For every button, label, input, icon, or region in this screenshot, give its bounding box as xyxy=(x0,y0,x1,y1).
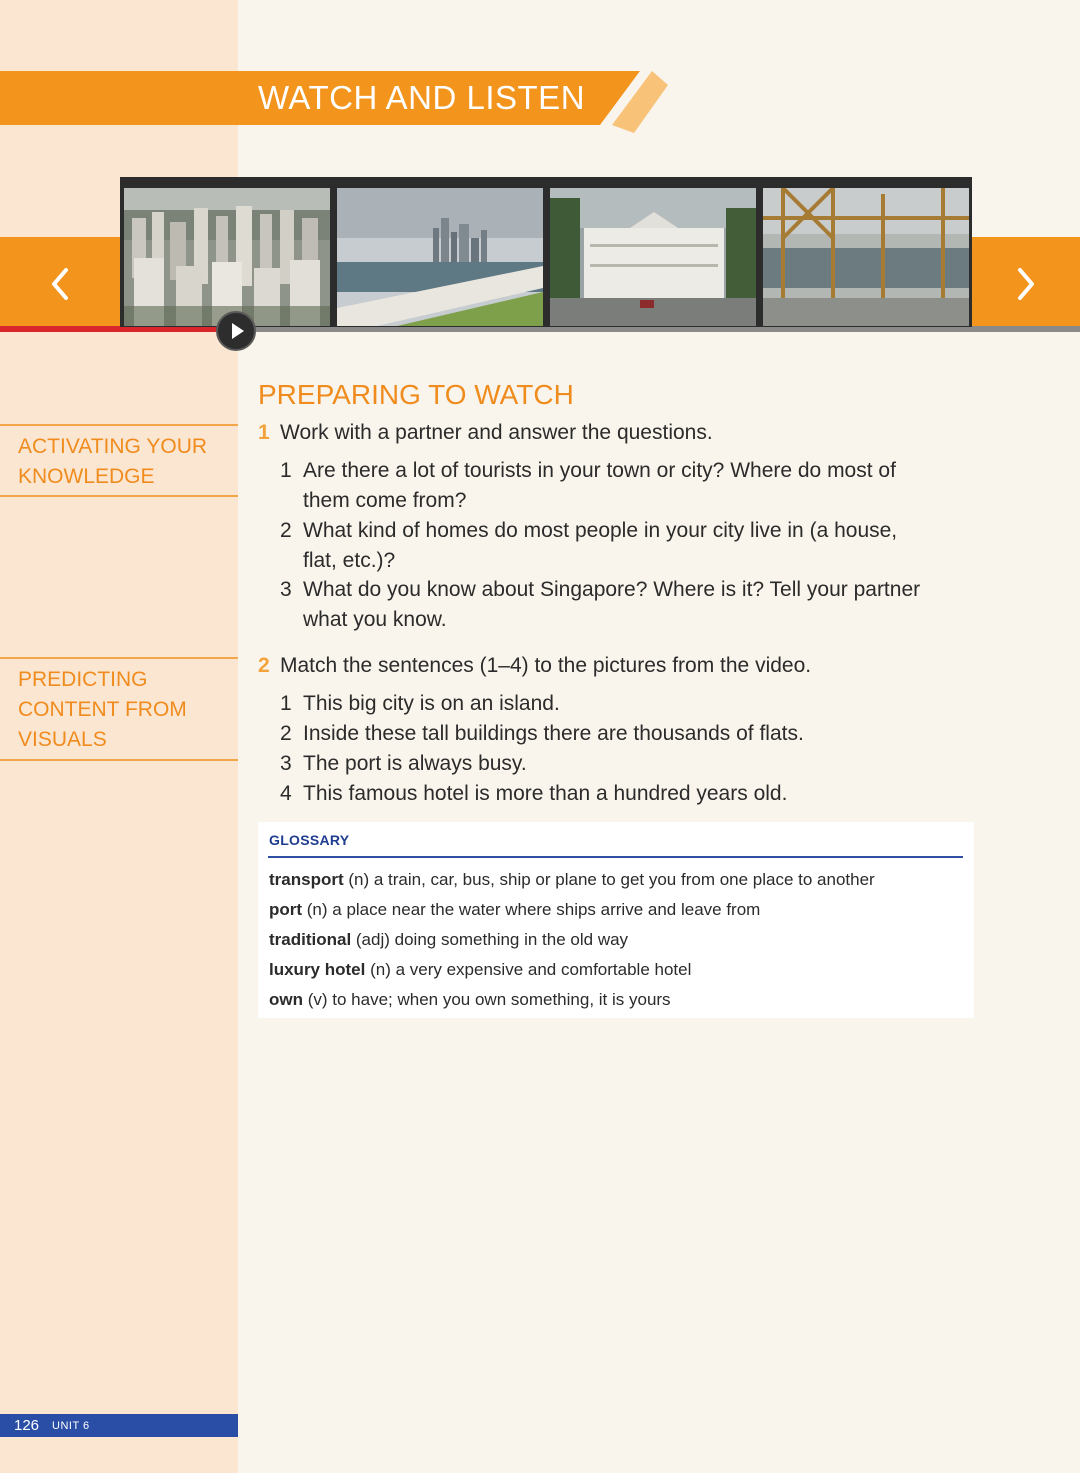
glossary-entry xyxy=(269,897,760,923)
task-number: 1 xyxy=(258,421,270,444)
glossary-entry xyxy=(269,867,875,893)
question-text: What kind of homes do most people in your city live in (a house, flat, etc.)? xyxy=(303,519,898,572)
glossary-definition: (v) to have; when you own something, it is yours xyxy=(303,990,671,1009)
task-instruction: Work with a partner and answer the questions. xyxy=(280,421,713,444)
sentence-text: The port is always busy. xyxy=(303,752,527,775)
next-button[interactable] xyxy=(972,237,1080,330)
glossary-entry xyxy=(269,927,628,953)
glossary-term: own xyxy=(269,990,303,1009)
skill-text-activating: ACTIVATING YOUR KNOWLEDGE xyxy=(18,435,208,488)
page-number: 126 xyxy=(14,1417,40,1434)
glossary-definition: (n) a train, car, bus, ship or plane to get you from one place to another xyxy=(343,870,875,889)
unit-label: UNIT 6 xyxy=(52,1420,90,1432)
task-instruction: Match the sentences (1–4) to the pictures from the video. xyxy=(280,654,812,677)
sentence-number: 3 xyxy=(280,752,292,775)
question-text: What do you know about Singapore? Where is it? Tell your partner what you know. xyxy=(303,578,921,631)
glossary-term: traditional xyxy=(269,930,352,949)
glossary-definition: (n) a place near the water where ships arrive and leave from xyxy=(302,900,761,919)
glossary-term: port xyxy=(269,900,303,919)
glossary-entry xyxy=(269,987,671,1013)
video-frame-2[interactable] xyxy=(337,188,543,326)
video-frame-3[interactable] xyxy=(550,188,756,326)
task-number: 2 xyxy=(258,654,270,677)
section-heading: PREPARING TO WATCH xyxy=(258,379,574,410)
question-number: 1 xyxy=(280,459,292,482)
port-cranes-icon xyxy=(763,188,969,326)
apartment-towers-icon xyxy=(124,188,330,326)
sentence-number: 4 xyxy=(280,782,292,805)
play-icon xyxy=(218,313,254,349)
chevron-right-icon xyxy=(1014,264,1038,304)
glossary-term: luxury hotel xyxy=(269,960,366,979)
glossary-definition: (n) a very expensive and comfortable hotel xyxy=(365,960,692,979)
sentence-text: Inside these tall buildings there are thousands of flats. xyxy=(303,722,804,745)
banner-title: WATCH AND LISTEN xyxy=(258,79,586,116)
video-frame-4[interactable] xyxy=(763,188,969,326)
question-number: 3 xyxy=(280,578,292,601)
glossary-divider xyxy=(268,856,963,858)
chevron-left-icon xyxy=(48,264,72,304)
glossary-entry xyxy=(269,957,691,983)
question-number: 2 xyxy=(280,519,292,542)
question-text: Are there a lot of tourists in your town or city? Where do most of them come from? xyxy=(303,459,896,512)
play-button[interactable] xyxy=(216,311,256,351)
sentence-text: This big city is on an island. xyxy=(303,692,560,715)
glossary-term: transport xyxy=(269,870,344,889)
glossary-definition: (adj) doing something in the old way xyxy=(351,930,629,949)
colonial-hotel-icon xyxy=(550,188,756,326)
video-frame-1[interactable] xyxy=(124,188,330,326)
sentence-number: 1 xyxy=(280,692,292,715)
sentence-text: This famous hotel is more than a hundred years old. xyxy=(303,782,788,805)
glossary-title: GLOSSARY xyxy=(269,832,350,848)
skill-text-predicting: PREDICTING CONTENT FROM VISUALS xyxy=(18,668,187,751)
city-skyline-waterfront-icon xyxy=(337,188,543,326)
sentence-number: 2 xyxy=(280,722,292,745)
previous-button[interactable] xyxy=(0,237,120,330)
